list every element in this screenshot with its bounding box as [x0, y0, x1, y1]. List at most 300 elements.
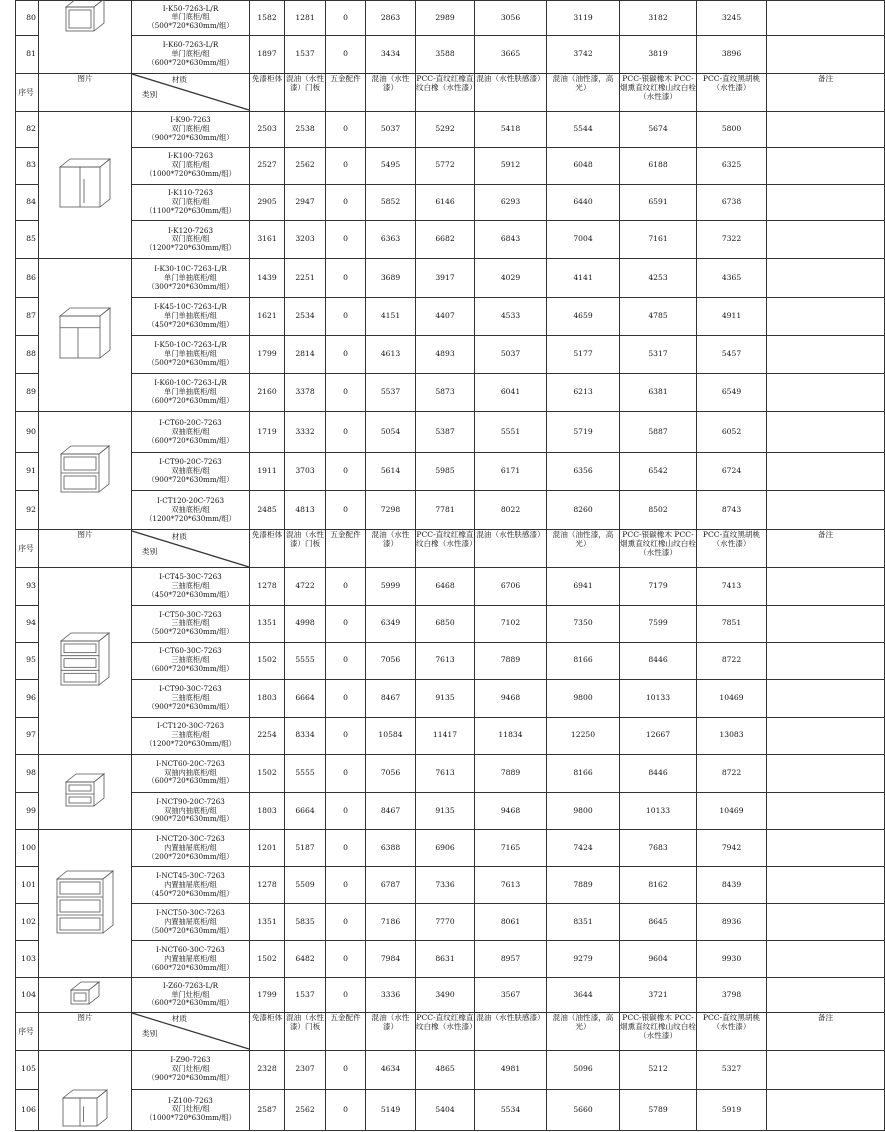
- product-code: I-K90-7263: [170, 114, 211, 124]
- table-row: [16, 941, 885, 978]
- header-category-label: 类别: [142, 1029, 158, 1039]
- price-col-6: 6041: [475, 374, 547, 412]
- header-col-5: [416, 1012, 475, 1050]
- price-col-5: 3588: [416, 35, 475, 73]
- price-col-7: 6440: [547, 184, 620, 221]
- table-row: [16, 904, 885, 941]
- product-code: I-K110-7263: [167, 188, 214, 198]
- price-col-4: 2863: [366, 1, 416, 36]
- price-col-5: 5404: [416, 1089, 475, 1130]
- table-row: [16, 298, 885, 336]
- header-col-5: [416, 530, 475, 568]
- header-col-10: [767, 73, 885, 111]
- product-code: I-Z100-7263: [168, 1095, 213, 1105]
- product-description: [132, 1050, 250, 1089]
- table-row: [16, 453, 885, 491]
- remarks-cell: [767, 35, 885, 73]
- remarks-cell: [767, 111, 885, 147]
- price-col-5: 5985: [416, 453, 475, 491]
- remarks-cell: [767, 184, 885, 221]
- product-type: 单门底柜/组: [171, 48, 210, 58]
- product-image-cell: [39, 412, 132, 530]
- price-col-8: 6381: [620, 374, 697, 412]
- price-col-7: 9800: [547, 679, 620, 717]
- price-col-1: 2503: [250, 111, 285, 147]
- product-description: [132, 867, 250, 904]
- price-col-4: 5999: [366, 567, 416, 605]
- price-col-9: 7413: [697, 567, 767, 605]
- price-col-2: 6664: [285, 679, 326, 717]
- price-col-5: 6850: [416, 605, 475, 642]
- product-description: [132, 904, 250, 941]
- price-col-1: 2527: [250, 147, 285, 184]
- product-type: 双门底柜/组: [171, 160, 210, 170]
- price-col-8: 4785: [620, 298, 697, 336]
- price-col-7: 5660: [547, 1089, 620, 1130]
- price-col-5: 7613: [416, 754, 475, 792]
- header-col-2-label: 混油（水性漆）门板: [286, 1012, 324, 1031]
- price-col-8: 8502: [620, 491, 697, 530]
- price-col-5: 4893: [416, 336, 475, 374]
- price-col-9: 5919: [697, 1089, 767, 1130]
- product-size: （1100*720*630mm/组）: [145, 205, 236, 215]
- price-col-3: 0: [326, 904, 366, 941]
- price-col-2: 3203: [285, 221, 326, 259]
- product-type: 三抽底柜/组: [171, 692, 210, 702]
- product-type: 单门单抽底柜/组: [164, 349, 217, 359]
- price-col-7: 5096: [547, 1050, 620, 1089]
- product-description: [132, 1, 250, 36]
- table-row: [16, 1089, 885, 1130]
- price-col-2: 2562: [285, 1089, 326, 1130]
- price-col-8: 4253: [620, 259, 697, 298]
- product-size: （600*720*630mm/组）: [147, 396, 234, 406]
- row-seq: 81: [16, 35, 39, 73]
- price-col-2: 5555: [285, 754, 326, 792]
- price-col-7: 4659: [547, 298, 620, 336]
- product-code: I-CT90-30C-7263: [159, 683, 222, 693]
- price-col-9: 6325: [697, 147, 767, 184]
- price-col-2: 4813: [285, 491, 326, 530]
- product-description: [132, 491, 250, 530]
- row-seq: 105: [16, 1050, 39, 1089]
- price-col-5: 6146: [416, 184, 475, 221]
- price-col-4: 4634: [366, 1050, 416, 1089]
- header-col-1: [250, 1012, 285, 1050]
- product-code: I-CT60-30C-7263: [159, 646, 222, 656]
- product-type: 双抽内抽底柜/组: [164, 767, 217, 777]
- product-description: [132, 941, 250, 978]
- row-seq: 82: [16, 111, 39, 147]
- price-col-6: 3567: [475, 978, 547, 1013]
- price-col-1: 1799: [250, 336, 285, 374]
- table-row: [16, 567, 885, 605]
- price-col-4: 7056: [366, 754, 416, 792]
- product-size: （1000*720*630mm/组）: [145, 1113, 236, 1123]
- product-code: I-Z90-7263: [170, 1055, 211, 1065]
- header-image-label: 图片: [77, 73, 93, 83]
- price-col-9: 5800: [697, 111, 767, 147]
- price-col-1: 1278: [250, 567, 285, 605]
- product-image-cell: [39, 1, 132, 74]
- price-col-8: 10133: [620, 792, 697, 830]
- table-row: [16, 867, 885, 904]
- product-description: [132, 111, 250, 147]
- price-col-1: 1621: [250, 298, 285, 336]
- product-code: I-NCT50-30C-7263: [156, 907, 225, 917]
- price-col-1: 1351: [250, 605, 285, 642]
- header-col-8: [620, 1012, 697, 1050]
- header-seq-label: 序号: [18, 1026, 34, 1036]
- product-description: [132, 792, 250, 830]
- price-col-8: 5212: [620, 1050, 697, 1089]
- header-col-8-label: PCC-银碳橡木 PCC-烟熏直纹红橡山纹白栓（水性漆）: [620, 1012, 696, 1040]
- remarks-cell: [767, 336, 885, 374]
- product-image-cell: [39, 1050, 132, 1130]
- product-type: 三抽底柜/组: [171, 580, 210, 590]
- price-col-3: 0: [326, 1, 366, 36]
- price-col-6: 7889: [475, 642, 547, 679]
- product-type: 双抽内抽底柜/组: [164, 805, 217, 815]
- price-col-8: 12667: [620, 717, 697, 754]
- price-col-9: 6724: [697, 453, 767, 491]
- price-col-2: 5835: [285, 904, 326, 941]
- product-type: 内置抽屉底柜/组: [164, 916, 217, 926]
- header-col-8-label: PCC-银碳橡木 PCC-烟熏直纹红橡山纹白栓（水性漆）: [620, 73, 696, 101]
- header-image-label: 图片: [77, 530, 93, 540]
- price-col-3: 0: [326, 1050, 366, 1089]
- price-col-8: 5887: [620, 412, 697, 453]
- product-description: [132, 642, 250, 679]
- price-col-2: 1537: [285, 35, 326, 73]
- price-col-1: 2160: [250, 374, 285, 412]
- product-description: [132, 336, 250, 374]
- price-col-1: 1201: [250, 830, 285, 867]
- price-col-3: 0: [326, 1089, 366, 1130]
- row-seq: 101: [16, 867, 39, 904]
- table-row: [16, 792, 885, 830]
- product-code: I-K50-10C-7263-L/R: [154, 340, 227, 350]
- price-col-2: 2538: [285, 111, 326, 147]
- row-seq: 93: [16, 567, 39, 605]
- table-row: [16, 1050, 885, 1089]
- price-col-2: 2947: [285, 184, 326, 221]
- price-col-3: 0: [326, 412, 366, 453]
- table-row: [16, 1, 885, 36]
- table-row: [16, 336, 885, 374]
- price-col-7: 7424: [547, 830, 620, 867]
- product-code: I-CT60-20C-7263: [159, 417, 222, 427]
- header-col-7: [547, 530, 620, 568]
- header-col-2-label: 混油（水性漆）门板: [286, 73, 324, 92]
- price-col-2: 5509: [285, 867, 326, 904]
- product-image-cell: [39, 978, 132, 1013]
- price-col-3: 0: [326, 374, 366, 412]
- product-type: 三抽底柜/组: [171, 655, 210, 665]
- product-type: 单门单抽底柜/组: [164, 272, 217, 282]
- product-size: （1200*720*630mm/组）: [145, 739, 236, 749]
- price-col-9: 7322: [697, 221, 767, 259]
- price-table: [15, 0, 885, 1131]
- table-row: [16, 259, 885, 298]
- price-col-3: 0: [326, 35, 366, 73]
- price-col-9: 13083: [697, 717, 767, 754]
- table-row: [16, 184, 885, 221]
- header-row: [16, 530, 885, 568]
- product-type: 单门底柜/组: [171, 12, 210, 22]
- product-type: 双门灶柜/组: [171, 1104, 210, 1114]
- price-col-3: 0: [326, 298, 366, 336]
- header-col-7-label: 混油（油性漆，高光）: [552, 73, 614, 92]
- product-code: I-CT45-30C-7263: [159, 572, 222, 582]
- price-col-3: 0: [326, 567, 366, 605]
- price-col-5: 5387: [416, 412, 475, 453]
- header-col-9: [697, 1012, 767, 1050]
- price-col-1: 1502: [250, 941, 285, 978]
- header-col-4-label: 混油（水性漆）: [371, 530, 410, 549]
- price-col-7: 8166: [547, 642, 620, 679]
- header-col-6: [475, 73, 547, 111]
- header-col-3: [326, 530, 366, 568]
- product-description: [132, 754, 250, 792]
- row-seq: 106: [16, 1089, 39, 1130]
- row-seq: 90: [16, 412, 39, 453]
- price-col-2: 5555: [285, 642, 326, 679]
- product-description: [132, 184, 250, 221]
- table-row: [16, 679, 885, 717]
- price-col-4: 5054: [366, 412, 416, 453]
- price-col-6: 8957: [475, 941, 547, 978]
- remarks-cell: [767, 679, 885, 717]
- header-col-4: [366, 73, 416, 111]
- price-col-4: 4151: [366, 298, 416, 336]
- header-col-6-label: 混油（水性肤感漆）: [476, 1012, 545, 1022]
- price-col-7: 5544: [547, 111, 620, 147]
- price-col-6: 6293: [475, 184, 547, 221]
- product-size: （900*720*630mm/组）: [147, 475, 234, 485]
- row-seq: 80: [16, 1, 39, 36]
- price-col-8: 7161: [620, 221, 697, 259]
- price-col-7: 6213: [547, 374, 620, 412]
- price-col-3: 0: [326, 336, 366, 374]
- header-col-3-label: 五金配件: [330, 73, 361, 83]
- header-col-7-label: 混油（油性漆，高光）: [552, 530, 614, 549]
- price-col-6: 7613: [475, 867, 547, 904]
- product-size: （450*720*630mm/组）: [147, 888, 234, 898]
- table-row: [16, 35, 885, 73]
- row-seq: 87: [16, 298, 39, 336]
- price-col-4: 6388: [366, 830, 416, 867]
- header-col-6-label: 混油（水性肤感漆）: [476, 73, 545, 83]
- row-seq: 104: [16, 978, 39, 1013]
- product-type: 双门底柜/组: [171, 234, 210, 244]
- price-col-3: 0: [326, 642, 366, 679]
- price-col-1: 3161: [250, 221, 285, 259]
- row-seq: 102: [16, 904, 39, 941]
- table-row: [16, 412, 885, 453]
- price-col-5: 3490: [416, 978, 475, 1013]
- price-col-6: 5912: [475, 147, 547, 184]
- product-description: [132, 567, 250, 605]
- remarks-cell: [767, 941, 885, 978]
- price-col-2: 4722: [285, 567, 326, 605]
- table-row: [16, 830, 885, 867]
- header-col-5: [416, 73, 475, 111]
- price-col-6: 5418: [475, 111, 547, 147]
- product-image-cell: [39, 830, 132, 978]
- price-col-6: 9468: [475, 679, 547, 717]
- product-size: （600*720*630mm/组）: [147, 435, 234, 445]
- price-col-4: 5037: [366, 111, 416, 147]
- row-seq: 92: [16, 491, 39, 530]
- product-description: [132, 412, 250, 453]
- header-col-1-label: 免漆柜体: [251, 73, 283, 83]
- price-col-9: 7851: [697, 605, 767, 642]
- price-col-2: 2814: [285, 336, 326, 374]
- price-col-4: 8467: [366, 679, 416, 717]
- header-col-4: [366, 530, 416, 568]
- price-col-6: 5551: [475, 412, 547, 453]
- price-col-5: 3917: [416, 259, 475, 298]
- price-col-9: 6738: [697, 184, 767, 221]
- product-type: 双抽底柜/组: [171, 466, 210, 476]
- product-code: I-K60-10C-7263-L/R: [154, 378, 227, 388]
- remarks-cell: [767, 904, 885, 941]
- row-seq: 86: [16, 259, 39, 298]
- price-col-6: 5534: [475, 1089, 547, 1130]
- remarks-cell: [767, 374, 885, 412]
- product-size: （450*720*630mm/组）: [147, 320, 234, 330]
- price-col-7: 7889: [547, 867, 620, 904]
- header-col-1-label: 免漆柜体: [251, 530, 283, 540]
- header-category-material: [132, 73, 250, 111]
- product-description: [132, 830, 250, 867]
- product-type: 内置抽屉底柜/组: [164, 842, 217, 852]
- price-col-9: 8722: [697, 642, 767, 679]
- price-col-7: 3742: [547, 35, 620, 73]
- remarks-cell: [767, 717, 885, 754]
- price-col-4: 10584: [366, 717, 416, 754]
- price-col-2: 1537: [285, 978, 326, 1013]
- product-code: I-NCT20-30C-7263: [156, 834, 225, 844]
- price-col-9: 6549: [697, 374, 767, 412]
- remarks-cell: [767, 830, 885, 867]
- product-description: [132, 1089, 250, 1130]
- price-col-1: 1582: [250, 1, 285, 36]
- table-row: [16, 754, 885, 792]
- product-type: 三抽底柜/组: [171, 618, 210, 628]
- product-type: 单门单抽底柜/组: [164, 311, 217, 321]
- product-size: （450*720*630mm/组）: [147, 589, 234, 599]
- price-col-7: 9279: [547, 941, 620, 978]
- product-code: I-CT50-30C-7263: [159, 609, 222, 619]
- price-col-3: 0: [326, 147, 366, 184]
- header-col-3-label: 五金配件: [330, 1012, 361, 1022]
- price-col-3: 0: [326, 453, 366, 491]
- header-col-6-label: 混油（水性肤感漆）: [476, 530, 545, 540]
- price-col-9: 4365: [697, 259, 767, 298]
- product-type: 内置抽屉底柜/组: [164, 879, 217, 889]
- remarks-cell: [767, 605, 885, 642]
- row-seq: 91: [16, 453, 39, 491]
- remarks-cell: [767, 1089, 885, 1130]
- header-col-7-label: 混油（油性漆，高光）: [552, 1012, 614, 1031]
- product-code: I-CT120-30C-7263: [156, 721, 225, 731]
- price-col-1: 1719: [250, 412, 285, 453]
- row-seq: 103: [16, 941, 39, 978]
- row-seq: 89: [16, 374, 39, 412]
- price-col-3: 0: [326, 754, 366, 792]
- price-col-7: 12250: [547, 717, 620, 754]
- price-col-5: 7613: [416, 642, 475, 679]
- header-col-4-label: 混油（水性漆）: [371, 73, 410, 92]
- price-col-5: 9135: [416, 679, 475, 717]
- product-description: [132, 259, 250, 298]
- product-size: （500*720*630mm/组）: [147, 21, 234, 31]
- price-col-2: 6482: [285, 941, 326, 978]
- price-col-8: 9604: [620, 941, 697, 978]
- product-code: I-K120-7263: [167, 225, 214, 235]
- price-col-6: 11834: [475, 717, 547, 754]
- price-col-4: 6349: [366, 605, 416, 642]
- product-type: 三抽底柜/组: [171, 730, 210, 740]
- product-description: [132, 147, 250, 184]
- price-col-7: 3644: [547, 978, 620, 1013]
- table-row: [16, 605, 885, 642]
- remarks-cell: [767, 567, 885, 605]
- table-row: [16, 642, 885, 679]
- remarks-cell: [767, 491, 885, 530]
- product-description: [132, 35, 250, 73]
- price-col-8: 10133: [620, 679, 697, 717]
- header-col-8: [620, 73, 697, 111]
- price-col-6: 7102: [475, 605, 547, 642]
- product-description: [132, 374, 250, 412]
- header-seq: [16, 530, 39, 568]
- product-size: （300*720*630mm/组）: [147, 281, 234, 291]
- price-col-9: 10469: [697, 679, 767, 717]
- header-col-1-label: 免漆柜体: [251, 1012, 283, 1022]
- price-col-5: 7336: [416, 867, 475, 904]
- header-col-10-label: 备注: [817, 1012, 834, 1022]
- product-size: （900*720*630mm/组）: [147, 132, 234, 142]
- product-image-cell: [39, 754, 132, 830]
- price-col-7: 6048: [547, 147, 620, 184]
- remarks-cell: [767, 221, 885, 259]
- header-col-9-label: PCC-直纹黑胡桃（水性漆）: [702, 73, 761, 92]
- product-code: I-K50-7263-L/R: [162, 3, 219, 13]
- product-size: （1000*720*630mm/组）: [145, 169, 236, 179]
- product-size: （600*720*630mm/组）: [147, 776, 234, 786]
- price-col-4: 5852: [366, 184, 416, 221]
- header-image: [39, 1012, 132, 1050]
- price-col-6: 7889: [475, 754, 547, 792]
- price-col-7: 8166: [547, 754, 620, 792]
- header-col-3: [326, 73, 366, 111]
- price-col-7: 8351: [547, 904, 620, 941]
- price-col-6: 8022: [475, 491, 547, 530]
- row-seq: 98: [16, 754, 39, 792]
- product-size: （500*720*630mm/组）: [147, 627, 234, 637]
- price-col-2: 6664: [285, 792, 326, 830]
- price-col-4: 3336: [366, 978, 416, 1013]
- product-size: （600*720*630mm/组）: [147, 962, 234, 972]
- header-col-10-label: 备注: [817, 530, 834, 540]
- header-row: [16, 1012, 885, 1050]
- header-col-9-label: PCC-直纹黑胡桃（水性漆）: [702, 530, 761, 549]
- table-row: [16, 221, 885, 259]
- product-image-cell: [39, 111, 132, 259]
